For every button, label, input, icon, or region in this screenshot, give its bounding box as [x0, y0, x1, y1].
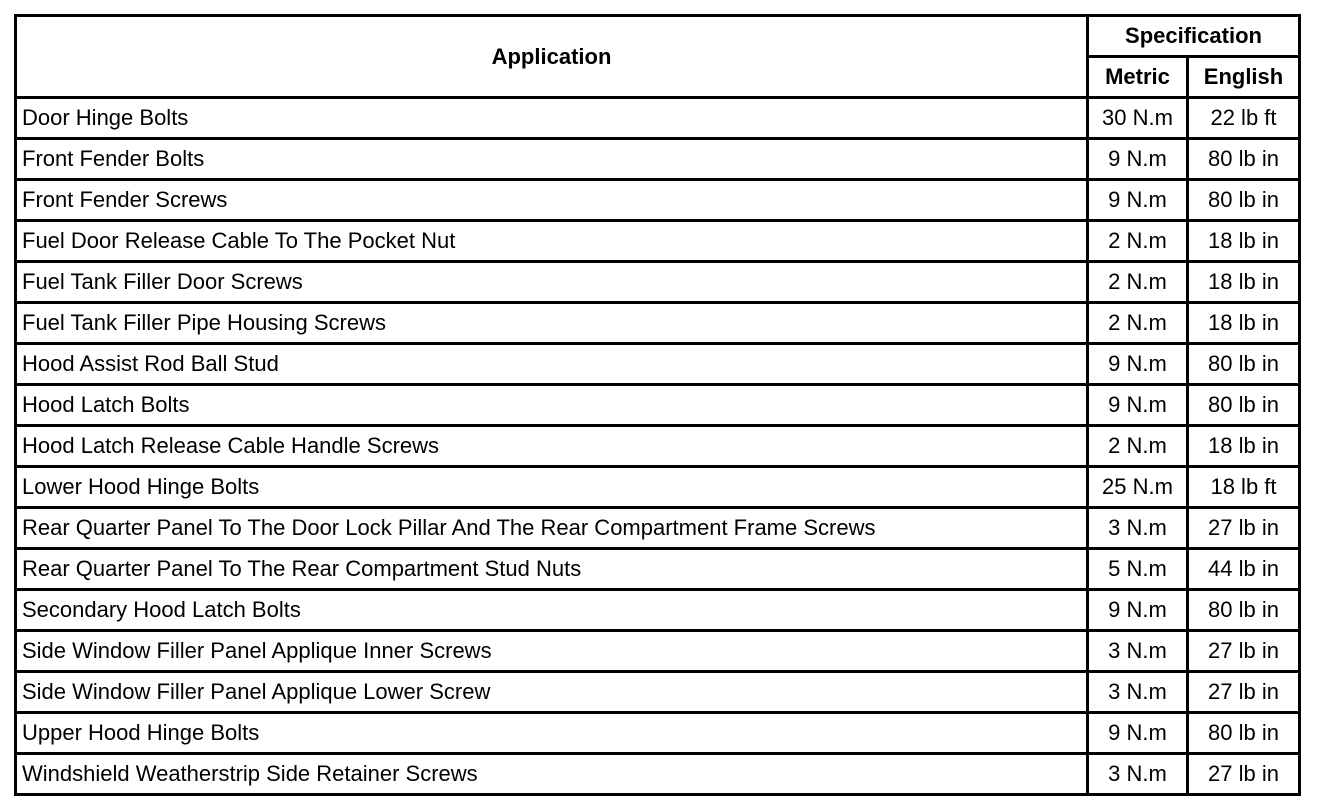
metric-cell: 3 N.m — [1088, 754, 1188, 795]
english-cell: 18 lb in — [1188, 262, 1300, 303]
english-cell: 18 lb in — [1188, 426, 1300, 467]
application-cell: Fuel Tank Filler Pipe Housing Screws — [16, 303, 1088, 344]
metric-cell: 2 N.m — [1088, 262, 1188, 303]
fastener-spec-table-container — [14, 14, 1301, 796]
metric-header: Metric — [1088, 57, 1188, 98]
english-cell: 18 lb in — [1188, 303, 1300, 344]
english-cell: 80 lb in — [1188, 590, 1300, 631]
english-cell: 27 lb in — [1188, 754, 1300, 795]
application-cell: Front Fender Screws — [16, 180, 1088, 221]
english-cell: 27 lb in — [1188, 672, 1300, 713]
application-cell: Hood Assist Rod Ball Stud — [16, 344, 1088, 385]
application-cell: Windshield Weatherstrip Side Retainer Screws — [16, 754, 1088, 795]
metric-cell: 9 N.m — [1088, 344, 1188, 385]
application-header: Application — [16, 16, 1088, 98]
application-cell: Side Window Filler Panel Applique Inner Screws — [16, 631, 1088, 672]
table-row — [16, 549, 1300, 590]
table-row — [16, 426, 1300, 467]
metric-cell: 9 N.m — [1088, 713, 1188, 754]
application-cell: Hood Latch Release Cable Handle Screws — [16, 426, 1088, 467]
application-cell: Lower Hood Hinge Bolts — [16, 467, 1088, 508]
english-cell: 80 lb in — [1188, 344, 1300, 385]
application-cell: Secondary Hood Latch Bolts — [16, 590, 1088, 631]
english-cell: 80 lb in — [1188, 180, 1300, 221]
application-cell: Rear Quarter Panel To The Rear Compartment Stud Nuts — [16, 549, 1088, 590]
table-row — [16, 139, 1300, 180]
table-row — [16, 98, 1300, 139]
metric-cell: 2 N.m — [1088, 426, 1188, 467]
table-row — [16, 754, 1300, 795]
metric-cell: 5 N.m — [1088, 549, 1188, 590]
metric-cell: 9 N.m — [1088, 139, 1188, 180]
english-cell: 22 lb ft — [1188, 98, 1300, 139]
table-row — [16, 262, 1300, 303]
table-row — [16, 713, 1300, 754]
english-cell: 27 lb in — [1188, 508, 1300, 549]
english-cell: 80 lb in — [1188, 385, 1300, 426]
table-row — [16, 385, 1300, 426]
table-body — [16, 98, 1300, 795]
metric-cell: 2 N.m — [1088, 303, 1188, 344]
metric-cell: 2 N.m — [1088, 221, 1188, 262]
english-cell: 18 lb ft — [1188, 467, 1300, 508]
application-cell: Upper Hood Hinge Bolts — [16, 713, 1088, 754]
application-cell: Door Hinge Bolts — [16, 98, 1088, 139]
metric-cell: 3 N.m — [1088, 672, 1188, 713]
header-row — [16, 16, 1300, 57]
table-row — [16, 221, 1300, 262]
application-cell: Side Window Filler Panel Applique Lower Screw — [16, 672, 1088, 713]
table-row — [16, 344, 1300, 385]
specification-header: Specification — [1088, 16, 1300, 57]
metric-cell: 30 N.m — [1088, 98, 1188, 139]
application-cell: Fuel Door Release Cable To The Pocket Nut — [16, 221, 1088, 262]
fastener-spec-table — [14, 14, 1301, 796]
table-row — [16, 180, 1300, 221]
application-cell: Hood Latch Bolts — [16, 385, 1088, 426]
table-row — [16, 631, 1300, 672]
english-header: English — [1188, 57, 1300, 98]
metric-cell: 9 N.m — [1088, 180, 1188, 221]
table-row — [16, 467, 1300, 508]
metric-cell: 3 N.m — [1088, 631, 1188, 672]
application-cell: Front Fender Bolts — [16, 139, 1088, 180]
metric-cell: 25 N.m — [1088, 467, 1188, 508]
english-cell: 18 lb in — [1188, 221, 1300, 262]
application-cell: Rear Quarter Panel To The Door Lock Pillar And The Rear Compartment Frame Screws — [16, 508, 1088, 549]
metric-cell: 3 N.m — [1088, 508, 1188, 549]
metric-cell: 9 N.m — [1088, 590, 1188, 631]
english-cell: 27 lb in — [1188, 631, 1300, 672]
table-row — [16, 303, 1300, 344]
table-row — [16, 508, 1300, 549]
table-row — [16, 672, 1300, 713]
english-cell: 80 lb in — [1188, 139, 1300, 180]
english-cell: 44 lb in — [1188, 549, 1300, 590]
english-cell: 80 lb in — [1188, 713, 1300, 754]
metric-cell: 9 N.m — [1088, 385, 1188, 426]
application-cell: Fuel Tank Filler Door Screws — [16, 262, 1088, 303]
table-row — [16, 590, 1300, 631]
